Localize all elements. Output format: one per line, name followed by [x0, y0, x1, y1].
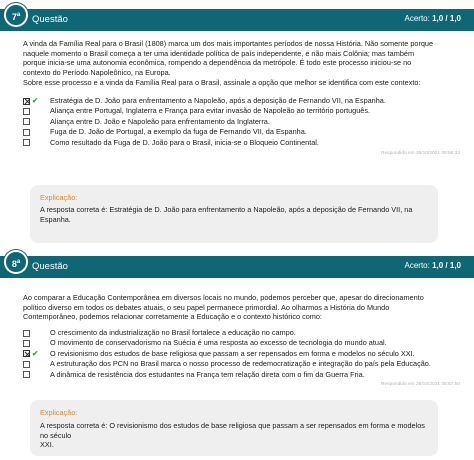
options-list	[23, 328, 460, 380]
option-a[interactable]	[23, 328, 460, 338]
checkbox-icon[interactable]	[23, 330, 30, 337]
feedback-text	[40, 421, 428, 450]
option-text: Aliança entre Portugal, Inglaterra e França para evitar invasão de Napoleão ao território português.	[50, 106, 371, 116]
option-e[interactable]	[23, 138, 460, 148]
stem-line: Ao comparar a Educação Contemporânea em diversos locais no mundo, podemos perceber que, apesar do direcionamento	[23, 293, 424, 302]
feedback-line: A resposta correta é: O revisionismo dos estudos de base religiosa que passam a ser repensados em forma e modelos no século	[40, 421, 425, 440]
option-d[interactable]	[23, 359, 460, 369]
option-a[interactable]	[23, 96, 460, 106]
option-text: O movimento de conservadorismo na Suécia é uma resposta ao excesso de tecnologia do mundo atual.	[50, 338, 387, 348]
stem-line: A vinda da Família Real para o Brasil (1808) marca um dos mais importantes períodos de nossa História. Não somente porque	[23, 39, 434, 48]
option-b[interactable]	[23, 338, 460, 348]
question-number-badge: 8$^a$	[4, 250, 28, 274]
feedback-text	[40, 205, 428, 224]
check-icon: ✔	[32, 96, 39, 105]
question-number-badge: 7$^a$	[4, 3, 28, 27]
checkbox-icon[interactable]	[23, 340, 30, 347]
question-prompt: Sobre esse processo e a vinda da Família Real para o Brasil, assinale a opção que melhor se identifica com este contexto:	[23, 78, 421, 87]
stem-line: Contemporâneo, podemos relacionar corretamente a Educação e o contexto histórico como:	[23, 312, 322, 322]
option-d[interactable]	[23, 127, 460, 137]
feedback-line: XXI.	[40, 440, 54, 450]
checkbox-icon[interactable]	[23, 371, 30, 378]
check-icon: ✔	[32, 348, 39, 358]
feedback-label: Explicação:	[40, 193, 78, 202]
option-text: Como resultado da Fuga de D. João para o Brasil, inicia-se o Bloqueio Continental.	[50, 137, 319, 147]
option-text: O crescimento da industrialização no Brasil fortalece a educação no campo.	[50, 328, 296, 337]
option-text: Aliança entre D. João e Napoleão para enfrentamento da Inglaterra.	[50, 116, 270, 126]
stem-line: naquele momento o Brasil começa a ter uma identidade política de país independente, e não mais Colônia; mas também	[23, 48, 415, 58]
option-text: Estratégia de D. João para enfrentamento a Napoleão, após a deposição de Fernando VII, na Espanha.	[50, 96, 386, 105]
checkbox-icon[interactable]	[23, 350, 30, 357]
checkbox-icon[interactable]	[23, 118, 30, 125]
option-b[interactable]	[23, 106, 460, 116]
stem-line: porque inicia-se uma autonomia econômica, rompendo a dependência da metrópole. É todo este processo iniciou-se no	[23, 58, 412, 68]
feedback-box	[30, 185, 438, 243]
feedback-line: A resposta correta é: Estratégia de D. João para enfrentamento a Napoleão, após a deposição de Fernando VII, na Espanha.	[40, 205, 413, 224]
options-list	[23, 96, 460, 148]
score: Acerto: 1,0 / 1,0	[404, 14, 461, 23]
option-text: Fuga de D. João de Portugal, a exemplo da fuga de Fernando VII, da Espanha.	[50, 127, 307, 137]
question-stem	[23, 293, 460, 322]
question-stem	[23, 39, 460, 77]
option-e[interactable]	[23, 370, 460, 380]
feedback-label: Explicação:	[40, 408, 78, 417]
score: Acerto: 1,0 / 1,0	[404, 261, 461, 270]
answered-timestamp: Respondido em 26/10/2021 08:56:33	[381, 151, 460, 156]
option-c[interactable]	[23, 117, 460, 127]
question-8	[0, 248, 474, 460]
option-c[interactable]	[23, 349, 460, 359]
question-title: Questão	[32, 14, 68, 25]
option-text: A dinâmica de resistência dos estudantes na França tem relação direta com o fim da Guerra Fria.	[50, 369, 365, 379]
stem-line: político diverso em todos os debates atuais, o seu papel permanece primordial. Ao olharmos a História do Mundo	[23, 302, 390, 312]
option-text: O revisionismo dos estudos de base religiosa que passam a ser repensados em forma e modelos no século XXI.	[50, 348, 415, 358]
checkbox-icon[interactable]	[23, 139, 30, 146]
answered-timestamp: Respondido em 26/10/2021 08:57:50	[381, 382, 460, 387]
feedback-box	[30, 400, 438, 456]
checkbox-icon[interactable]	[23, 108, 30, 115]
checkbox-icon[interactable]	[23, 361, 30, 368]
option-text: A estruturação dos PCN no Brasil marca o nosso processo de redemocratização e integração do país pela Educação.	[50, 359, 431, 369]
question-title: Questão	[32, 261, 68, 272]
checkbox-icon[interactable]	[23, 98, 30, 105]
question-header	[0, 9, 474, 31]
question-header	[0, 256, 474, 278]
stem-line: contexto do Período Napoleônico, na Europa.	[23, 67, 171, 77]
checkbox-icon[interactable]	[23, 129, 30, 136]
